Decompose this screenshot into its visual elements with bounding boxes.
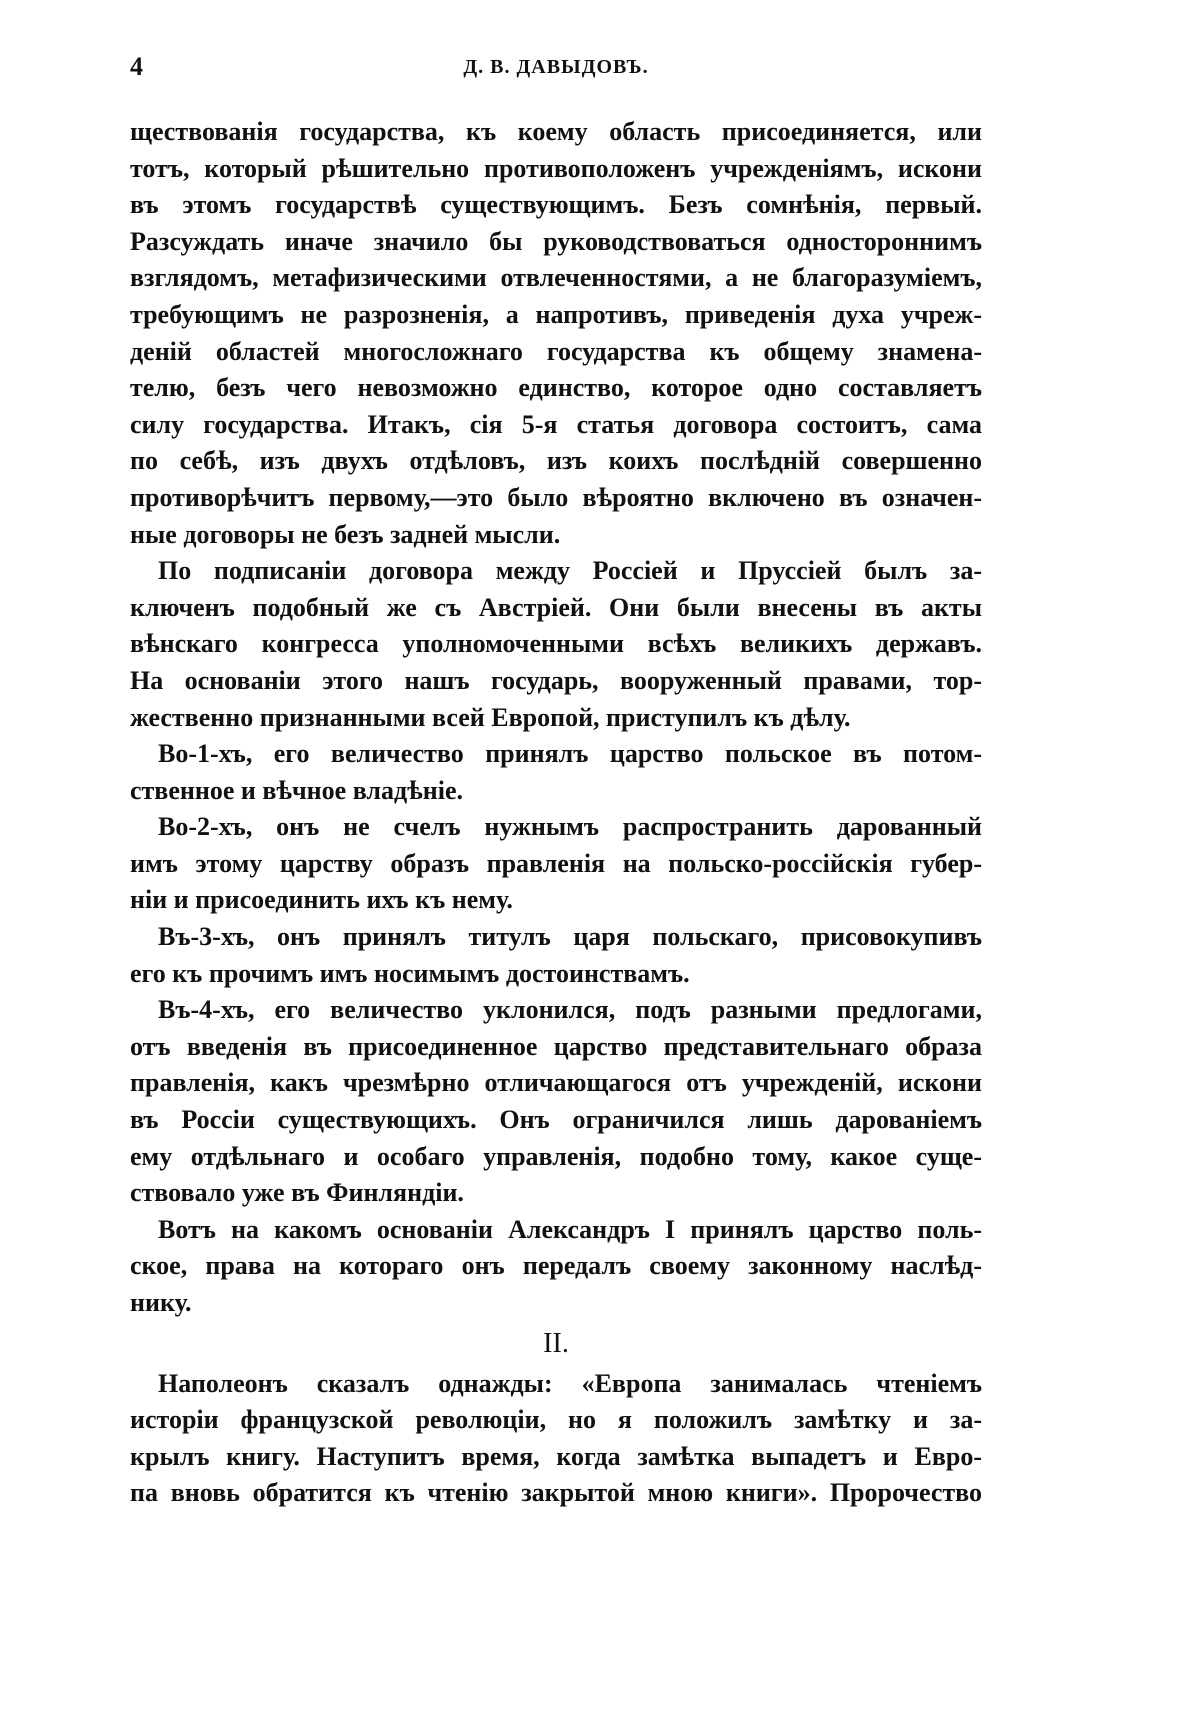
text-line: Во-2-хъ, онъ не счелъ нужнымъ распространить дарованный <box>158 812 982 842</box>
text-line: его къ прочимъ имъ носимымъ достоинствамъ. <box>130 958 690 988</box>
text-line: противорѣчитъ первому,—это было вѣроятно включено въ означен- <box>130 482 982 512</box>
text-line: ему отдѣльнаго и особаго управленія, подобно тому, какое суще- <box>130 1141 982 1171</box>
text-line: На основаніи этого нашъ государь, вооруженный правами, тор- <box>130 665 982 695</box>
text-line: взглядомъ, метафизическими отвлеченностями, а не благоразуміемъ, <box>130 263 982 293</box>
text-line: правленія, какъ чрезмѣрно отличающагося отъ учрежденій, искони <box>130 1068 982 1098</box>
text-line: вѣнскаго конгресса уполномоченными всѣхъ великихъ державъ. <box>130 629 982 659</box>
text-line: Въ-4-хъ, его величество уклонился, подъ разными предлогами, <box>158 995 982 1025</box>
text-line: жественно признанными всей Европой, приступилъ къ дѣлу. <box>130 702 851 732</box>
text-line: Во-1-хъ, его величество принялъ царство польское въ потом- <box>158 739 982 769</box>
text-line: исторіи французской революціи, но я положилъ замѣтку и за- <box>130 1405 982 1435</box>
text-line: тотъ, который рѣшительно противоположенъ учрежденіямъ, искони <box>130 153 982 183</box>
text-line: ключенъ подобный же съ Австріей. Они были внесены въ акты <box>130 592 982 622</box>
running-title: Д. В. ДАВЫДОВЪ. <box>463 56 649 78</box>
text-line: па вновь обратится къ чтенію закрытой мною книги». Пророчество <box>130 1478 982 1508</box>
text-line: По подписаніи договора между Россіей и Пруссіей былъ за- <box>158 556 982 586</box>
text-line: деній областей многосложнаго государства къ общему знамена- <box>130 336 982 366</box>
text-line: нику. <box>130 1288 192 1317</box>
text-line: крылъ книгу. Наступитъ время, когда замѣтка выпадетъ и Евро- <box>130 1441 982 1471</box>
text-line: требующимъ не разрозненія, а напротивъ, приведенія духа учреж- <box>130 299 982 329</box>
page-body-text <box>130 114 982 1512</box>
page-number: 4 <box>130 52 143 81</box>
text-line: ніи и присоединить ихъ къ нему. <box>130 885 513 915</box>
text-line: въ Россіи существующихъ. Онъ ограничился лишь дарованіемъ <box>130 1105 982 1135</box>
text-line: ственное и вѣчное владѣніе. <box>130 775 463 805</box>
text-line: Вотъ на какомъ основаніи Александръ I принялъ царство поль- <box>158 1214 982 1244</box>
text-line: силу государства. Итакъ, сія 5-я статья договора состоитъ, сама <box>130 409 982 439</box>
text-line: отъ введенія въ присоединенное царство представительнаго образа <box>130 1031 982 1061</box>
running-header <box>130 52 982 92</box>
text-line: телю, безъ чего невозможно единство, которое одно составляетъ <box>130 373 982 403</box>
text-line: ское, права на котораго онъ передалъ своему законному наслѣд- <box>130 1251 982 1281</box>
text-line: въ этомъ государствѣ существующимъ. Безъ сомнѣнія, первый. <box>130 190 982 220</box>
text-line: Въ-3-хъ, онъ принялъ титулъ царя польскаго, присовокупивъ <box>158 922 982 952</box>
text-line: Наполеонъ сказалъ однажды: «Европа занималась чтеніемъ <box>158 1368 982 1398</box>
text-line: ные договоры не безъ задней мысли. <box>130 519 561 549</box>
text-line: ствовало уже въ Финляндіи. <box>130 1178 464 1208</box>
text-line: Разсуждать иначе значило бы руководствоваться одностороннимъ <box>130 226 982 256</box>
text-line: ществованія государства, къ коему область присоединяется, или <box>130 117 982 146</box>
text-line: имъ этому царству образъ правленія на польско-россійскія губер- <box>130 848 982 878</box>
text-line: по себѣ, изъ двухъ отдѣловъ, изъ коихъ послѣдній совершенно <box>130 446 982 476</box>
section-heading: II. <box>543 1327 569 1359</box>
